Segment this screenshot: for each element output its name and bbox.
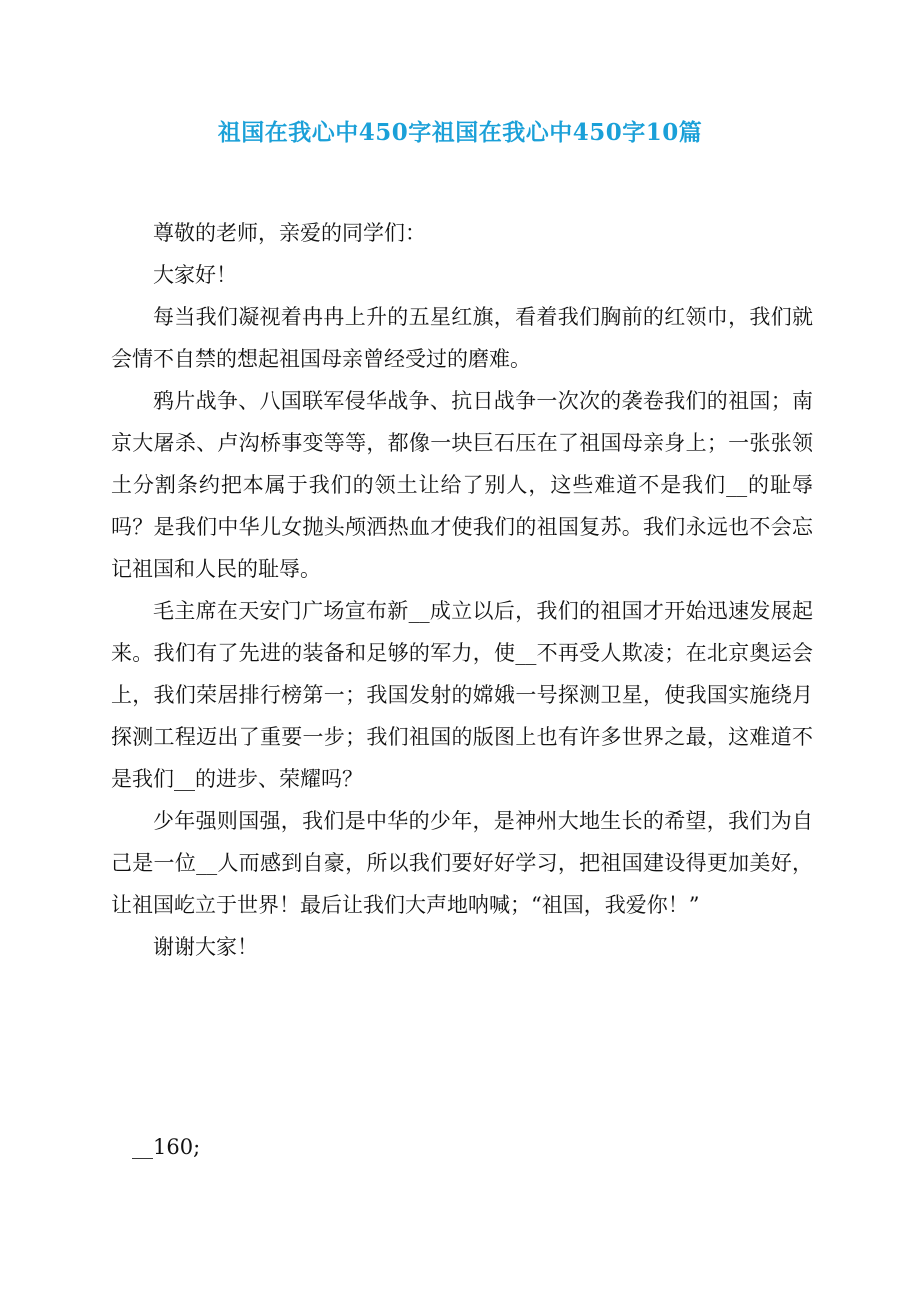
greeting-paragraph: 尊敬的老师，亲爱的同学们：	[153, 221, 426, 245]
body-paragraph-1: 每当我们凝视着冉冉上升的五星红旗，看着我们胸前的红领巾，我们就会情不自禁的想起祖国母亲曾经受过的磨难。	[111, 305, 813, 371]
body-paragraph-3: 毛主席在天安门广场宣布新__成立以后，我们的祖国才开始迅速发展起来。我们有了先进的装备和足够的军力，使__不再受人欺凌；在北京奥运会上，我们荣居排行榜第一；我国发射的嫦娥一号探测卫星，使我国实施绕月探测工程迈出了重要一步；我们祖国的版图上也有许多世界之最，这难道不是我们__的进步、荣耀吗？	[111, 599, 813, 791]
footer-note: __160;	[132, 1135, 201, 1159]
salutation-paragraph: 大家好！	[153, 263, 237, 287]
body-paragraph-2: 鸦片战争、八国联军侵华战争、抗日战争一次次的袭卷我们的祖国；南京大屠杀、卢沟桥事变等等，都像一块巨石压在了祖国母亲身上；一张张领土分割条约把本属于我们的领土让给了别人，这些难道不是我们__的耻辱吗？是我们中华儿女抛头颅洒热血才使我们的祖国复苏。我们永远也不会忘记祖国和人民的耻辱。	[111, 389, 813, 581]
document-body	[111, 212, 813, 968]
body-paragraph-4: 少年强则国强，我们是中华的少年，是神州大地生长的希望，我们为自己是一位__人而感到自豪，所以我们要好好学习，把祖国建设得更加美好，让祖国屹立于世界！最后让我们大声地呐喊；“祖国，我爱你！”	[111, 809, 813, 917]
closing-paragraph: 谢谢大家！	[153, 935, 258, 959]
document-title: 祖国在我心中450字祖国在我心中450字10篇	[217, 119, 703, 146]
